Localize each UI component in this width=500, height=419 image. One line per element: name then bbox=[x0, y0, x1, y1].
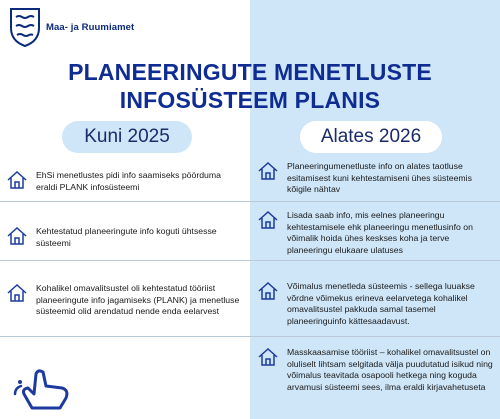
item-text: Masskaasamise tööriist – kohalikel omavalitsustel on oluliselt lihtsam selgitada välja puudutatud isikud ning võimalus teavitada osapooli hetkega ning koguda arvamusi süsteemi sees, ilma eraldi kirjavahetuseta bbox=[287, 347, 493, 392]
column-label-left: Kuni 2025 bbox=[62, 121, 192, 153]
item-text: Lisada saab info, mis eelnes planeeringu kehtestamisele ehk planeeringu menetlusinfo on võimalik hoida ühes keskses koha ja terve planeeringu elukaare ulatuses bbox=[287, 210, 473, 255]
list-item bbox=[258, 347, 496, 393]
list-item bbox=[7, 226, 243, 249]
coat-of-arms-icon bbox=[8, 6, 42, 48]
agency-logo bbox=[8, 6, 134, 48]
row-divider bbox=[0, 260, 500, 261]
house-icon bbox=[258, 162, 278, 180]
house-icon bbox=[7, 284, 27, 302]
column-label-right: Alates 2026 bbox=[300, 121, 442, 153]
house-icon bbox=[7, 171, 27, 189]
list-item bbox=[258, 210, 496, 256]
list-item bbox=[258, 281, 496, 327]
hand-pointer-icon bbox=[12, 364, 72, 414]
house-icon bbox=[258, 348, 278, 366]
list-item bbox=[7, 170, 243, 193]
house-icon bbox=[258, 282, 278, 300]
page-title bbox=[0, 58, 500, 114]
list-item bbox=[7, 283, 243, 318]
list-item bbox=[258, 161, 496, 196]
item-text: Planeeringumenetluste info on alates taotluse esitamisest kuni kehtestamiseni ühes süsteemis kõigile nähtav bbox=[287, 161, 472, 194]
row-divider bbox=[0, 201, 500, 202]
item-text: EhSi menetlustes pidi info saamiseks pöörduma eraldi PLANK infosüsteemi bbox=[36, 170, 221, 192]
house-icon bbox=[258, 211, 278, 229]
item-text: Kehtestatud planeeringute info koguti ühtsesse süsteemi bbox=[36, 226, 217, 248]
item-text: Võimalus menetleda süsteemis - sellega luuakse võrdne võimekus erineva eelarvetega kohalikel omavalitsustel pakkuda samal tasemel planeeringuinfo kättesaadavust. bbox=[287, 281, 475, 326]
house-icon bbox=[7, 227, 27, 245]
row-divider bbox=[0, 336, 500, 337]
logo-text: Maa- ja Ruumiamet bbox=[46, 21, 135, 33]
title-line-2: INFOSÜSTEEM PLANIS bbox=[119, 87, 381, 113]
title-line-1: PLANEERINGUTE MENETLUSTE bbox=[68, 59, 432, 85]
item-text: Kohalikel omavalitsustel oli kehtestatud tööriist planeeringute info jagamiseks (PLANK) ja menetluse süsteemid olid arendatud nende enda eelarvest bbox=[36, 283, 240, 316]
